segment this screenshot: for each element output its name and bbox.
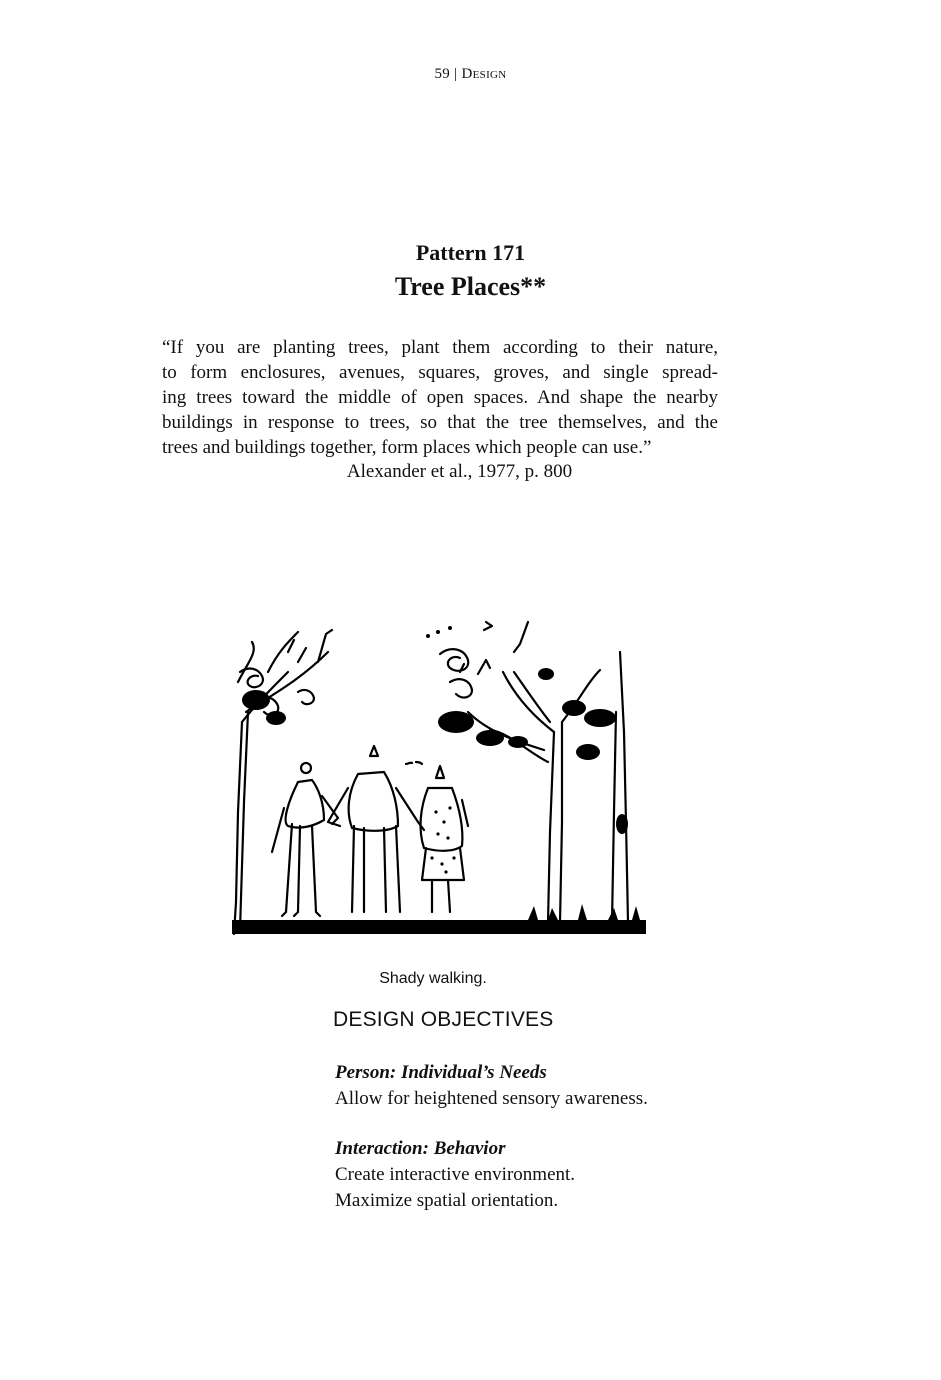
quote-line: buildings in response to trees, so that the tree themselves, and the	[162, 412, 718, 433]
objective-group-heading: Interaction: Behavior	[335, 1138, 506, 1159]
shady-walking-sketch	[228, 612, 648, 944]
design-objectives-heading: DESIGN OBJECTIVES	[333, 1008, 554, 1031]
objective-group-heading: Person: Individual’s Needs	[335, 1062, 547, 1083]
page-number: 59	[434, 66, 451, 82]
running-head-separator: |	[454, 66, 458, 82]
objective-group-interaction	[335, 1136, 575, 1214]
quote-citation: Alexander et al., 1977, p. 800	[346, 461, 573, 482]
quote-line: trees and buildings together, form places which people can use.”	[162, 437, 652, 458]
quote-line: to form enclosures, avenues, squares, groves, and single spread-	[162, 362, 718, 383]
figure-caption: Shady walking.	[379, 970, 487, 987]
pattern-title: Tree Places**	[394, 272, 547, 301]
quote-line: ing trees toward the middle of open spaces. And shape the nearby	[162, 387, 718, 408]
running-head	[0, 66, 941, 83]
objective-item: Allow for heightened sensory awareness.	[335, 1088, 648, 1109]
pattern-quote	[162, 335, 718, 460]
quote-line: “If you are planting trees, plant them according to their nature,	[162, 337, 718, 358]
objective-item: Maximize spatial orientation.	[335, 1190, 559, 1211]
objective-group-person	[335, 1060, 648, 1112]
pattern-number: Pattern 171	[415, 240, 526, 265]
running-head-section: Design	[461, 66, 507, 82]
objective-item: Create interactive environment.	[335, 1164, 576, 1185]
